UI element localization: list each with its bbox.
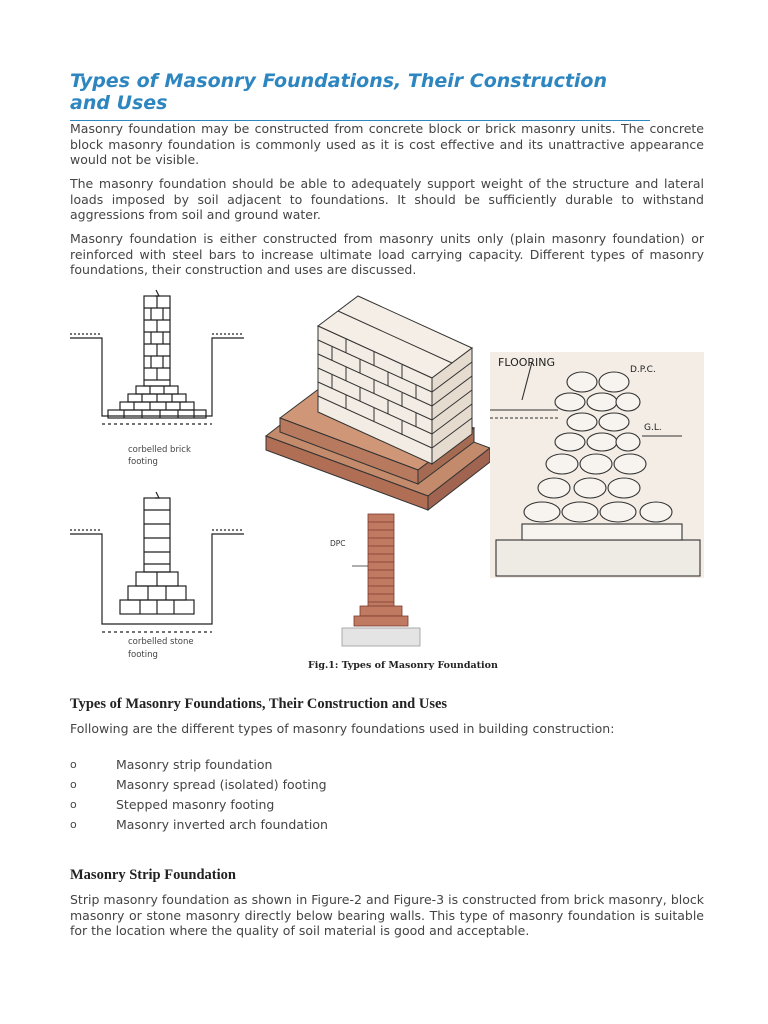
list-intro: Following are the different types of masonry foundations used in building construction: — [70, 721, 615, 736]
figure-drawing — [62, 288, 712, 678]
list-item — [70, 754, 328, 774]
label-corbelled-brick-2: footing — [128, 457, 158, 467]
section-heading: Types of Masonry Foundations, Their Construction and Uses — [70, 696, 448, 712]
foundation-types-list — [70, 754, 328, 834]
list-item-label: Masonry spread (isolated) footing — [116, 776, 327, 792]
brick-pier-drawing — [342, 514, 420, 646]
bullet-icon: o — [70, 817, 77, 831]
paragraph-2: The masonry foundation should be able to adequately support weight of the structure and lateral loads imposed by soil adjacent to foundations. It should be sufficiently durable to withstand aggressions from soil and ground water. — [70, 176, 704, 222]
label-flooring: FLOORING — [498, 356, 556, 369]
label-corbelled-brick-1: corbelled brick — [128, 445, 191, 455]
corbelled-brick-footing-drawing — [70, 290, 244, 424]
list-item-label: Stepped masonry footing — [116, 796, 275, 812]
label-corbelled-stone-2: footing — [128, 650, 158, 660]
label-corbelled-stone-1: corbelled stone — [128, 637, 194, 647]
page-title: Types of Masonry Foundations, Their Construction and Uses — [70, 70, 650, 121]
strip-foundation-heading: Masonry Strip Foundation — [70, 867, 236, 883]
list-item — [70, 814, 328, 834]
list-item — [70, 774, 328, 794]
strip-foundation-paragraph: Strip masonry foundation as shown in Figure-2 and Figure-3 is constructed from brick masonry, block masonry or stone masonry directly below bearing walls. This type of masonry foundation is suitable for the location where the quality of soil material is good and acceptable. — [70, 892, 704, 938]
paragraph-3: Masonry foundation is either constructed from masonry units only (plain masonry foundation) or reinforced with steel bars to increase ultimate load carrying capacity. Different types of masonry foundations, their construction and uses are discussed. — [70, 231, 704, 277]
figure-caption: Fig.1: Types of Masonry Foundation — [308, 660, 498, 671]
paragraph-1: Masonry foundation may be constructed from concrete block or brick masonry units. The concrete block masonry foundation is commonly used as it is cost effective and its unattractive appearance would not be visible. — [70, 121, 704, 167]
bullet-icon: o — [70, 757, 77, 771]
bullet-icon: o — [70, 777, 77, 791]
stone-masonry-foundation-drawing — [490, 352, 704, 578]
bullet-icon: o — [70, 797, 77, 811]
isometric-brick-footing-drawing — [266, 296, 490, 510]
label-dpc-stone: D.P.C. — [630, 365, 656, 375]
list-item-label: Masonry inverted arch foundation — [116, 816, 328, 832]
label-gl: G.L. — [644, 423, 662, 433]
masonry-foundation-figure — [62, 288, 712, 678]
label-dpc: DPC — [330, 539, 346, 548]
list-item — [70, 794, 328, 814]
corbelled-stone-footing-drawing — [70, 492, 244, 632]
list-item-label: Masonry strip foundation — [116, 756, 273, 772]
